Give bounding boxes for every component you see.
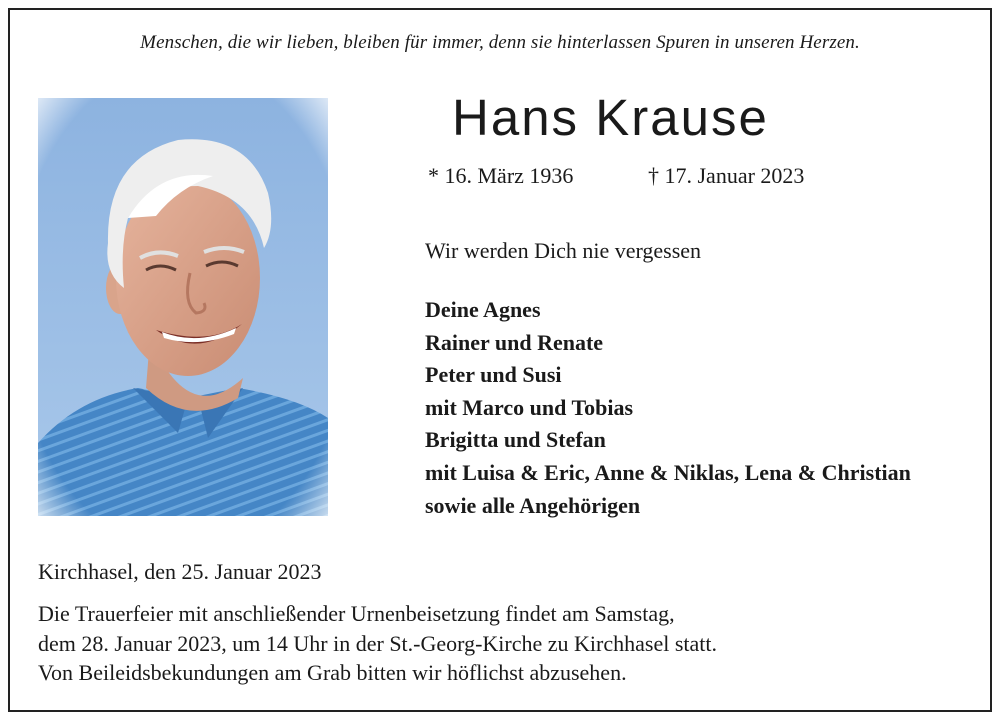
motto: Menschen, die wir lieben, bleiben für immer, denn sie hinterlassen Spuren in unseren Herzen.: [140, 32, 860, 53]
notice-line: dem 28. Januar 2023, um 14 Uhr in der St.-Georg-Kirche zu Kirchhasel statt.: [38, 630, 717, 656]
mourner-line: mit Marco und Tobias: [425, 394, 634, 420]
birth-date: * 16. März 1936: [428, 163, 574, 188]
mourners-list: [425, 294, 911, 522]
mourner-line: Rainer und Renate: [425, 329, 604, 355]
death-date: † 17. Januar 2023: [648, 163, 805, 188]
mourner-line: Deine Agnes: [425, 297, 541, 322]
mourner-line: Peter und Susi: [425, 362, 562, 388]
notice-line: Von Beileidsbekundungen am Grab bitten wir höflichst abzusehen.: [38, 660, 627, 685]
portrait-photo: [38, 98, 328, 516]
farewell-line: Wir werden Dich nie vergessen: [425, 238, 702, 263]
notice-line: Die Trauerfeier mit anschließender Urnenbeisetzung findet am Samstag,: [38, 601, 675, 626]
deceased-name: Hans Krause: [452, 89, 769, 146]
place-date: Kirchhasel, den 25. Januar 2023: [38, 559, 322, 584]
mourner-line: mit Luisa & Eric, Anne & Niklas, Lena & Christian: [425, 459, 911, 485]
mourner-line: Brigitta und Stefan: [425, 427, 606, 453]
mourner-line: sowie alle Angehörigen: [425, 492, 641, 518]
funeral-notice: [38, 599, 717, 688]
